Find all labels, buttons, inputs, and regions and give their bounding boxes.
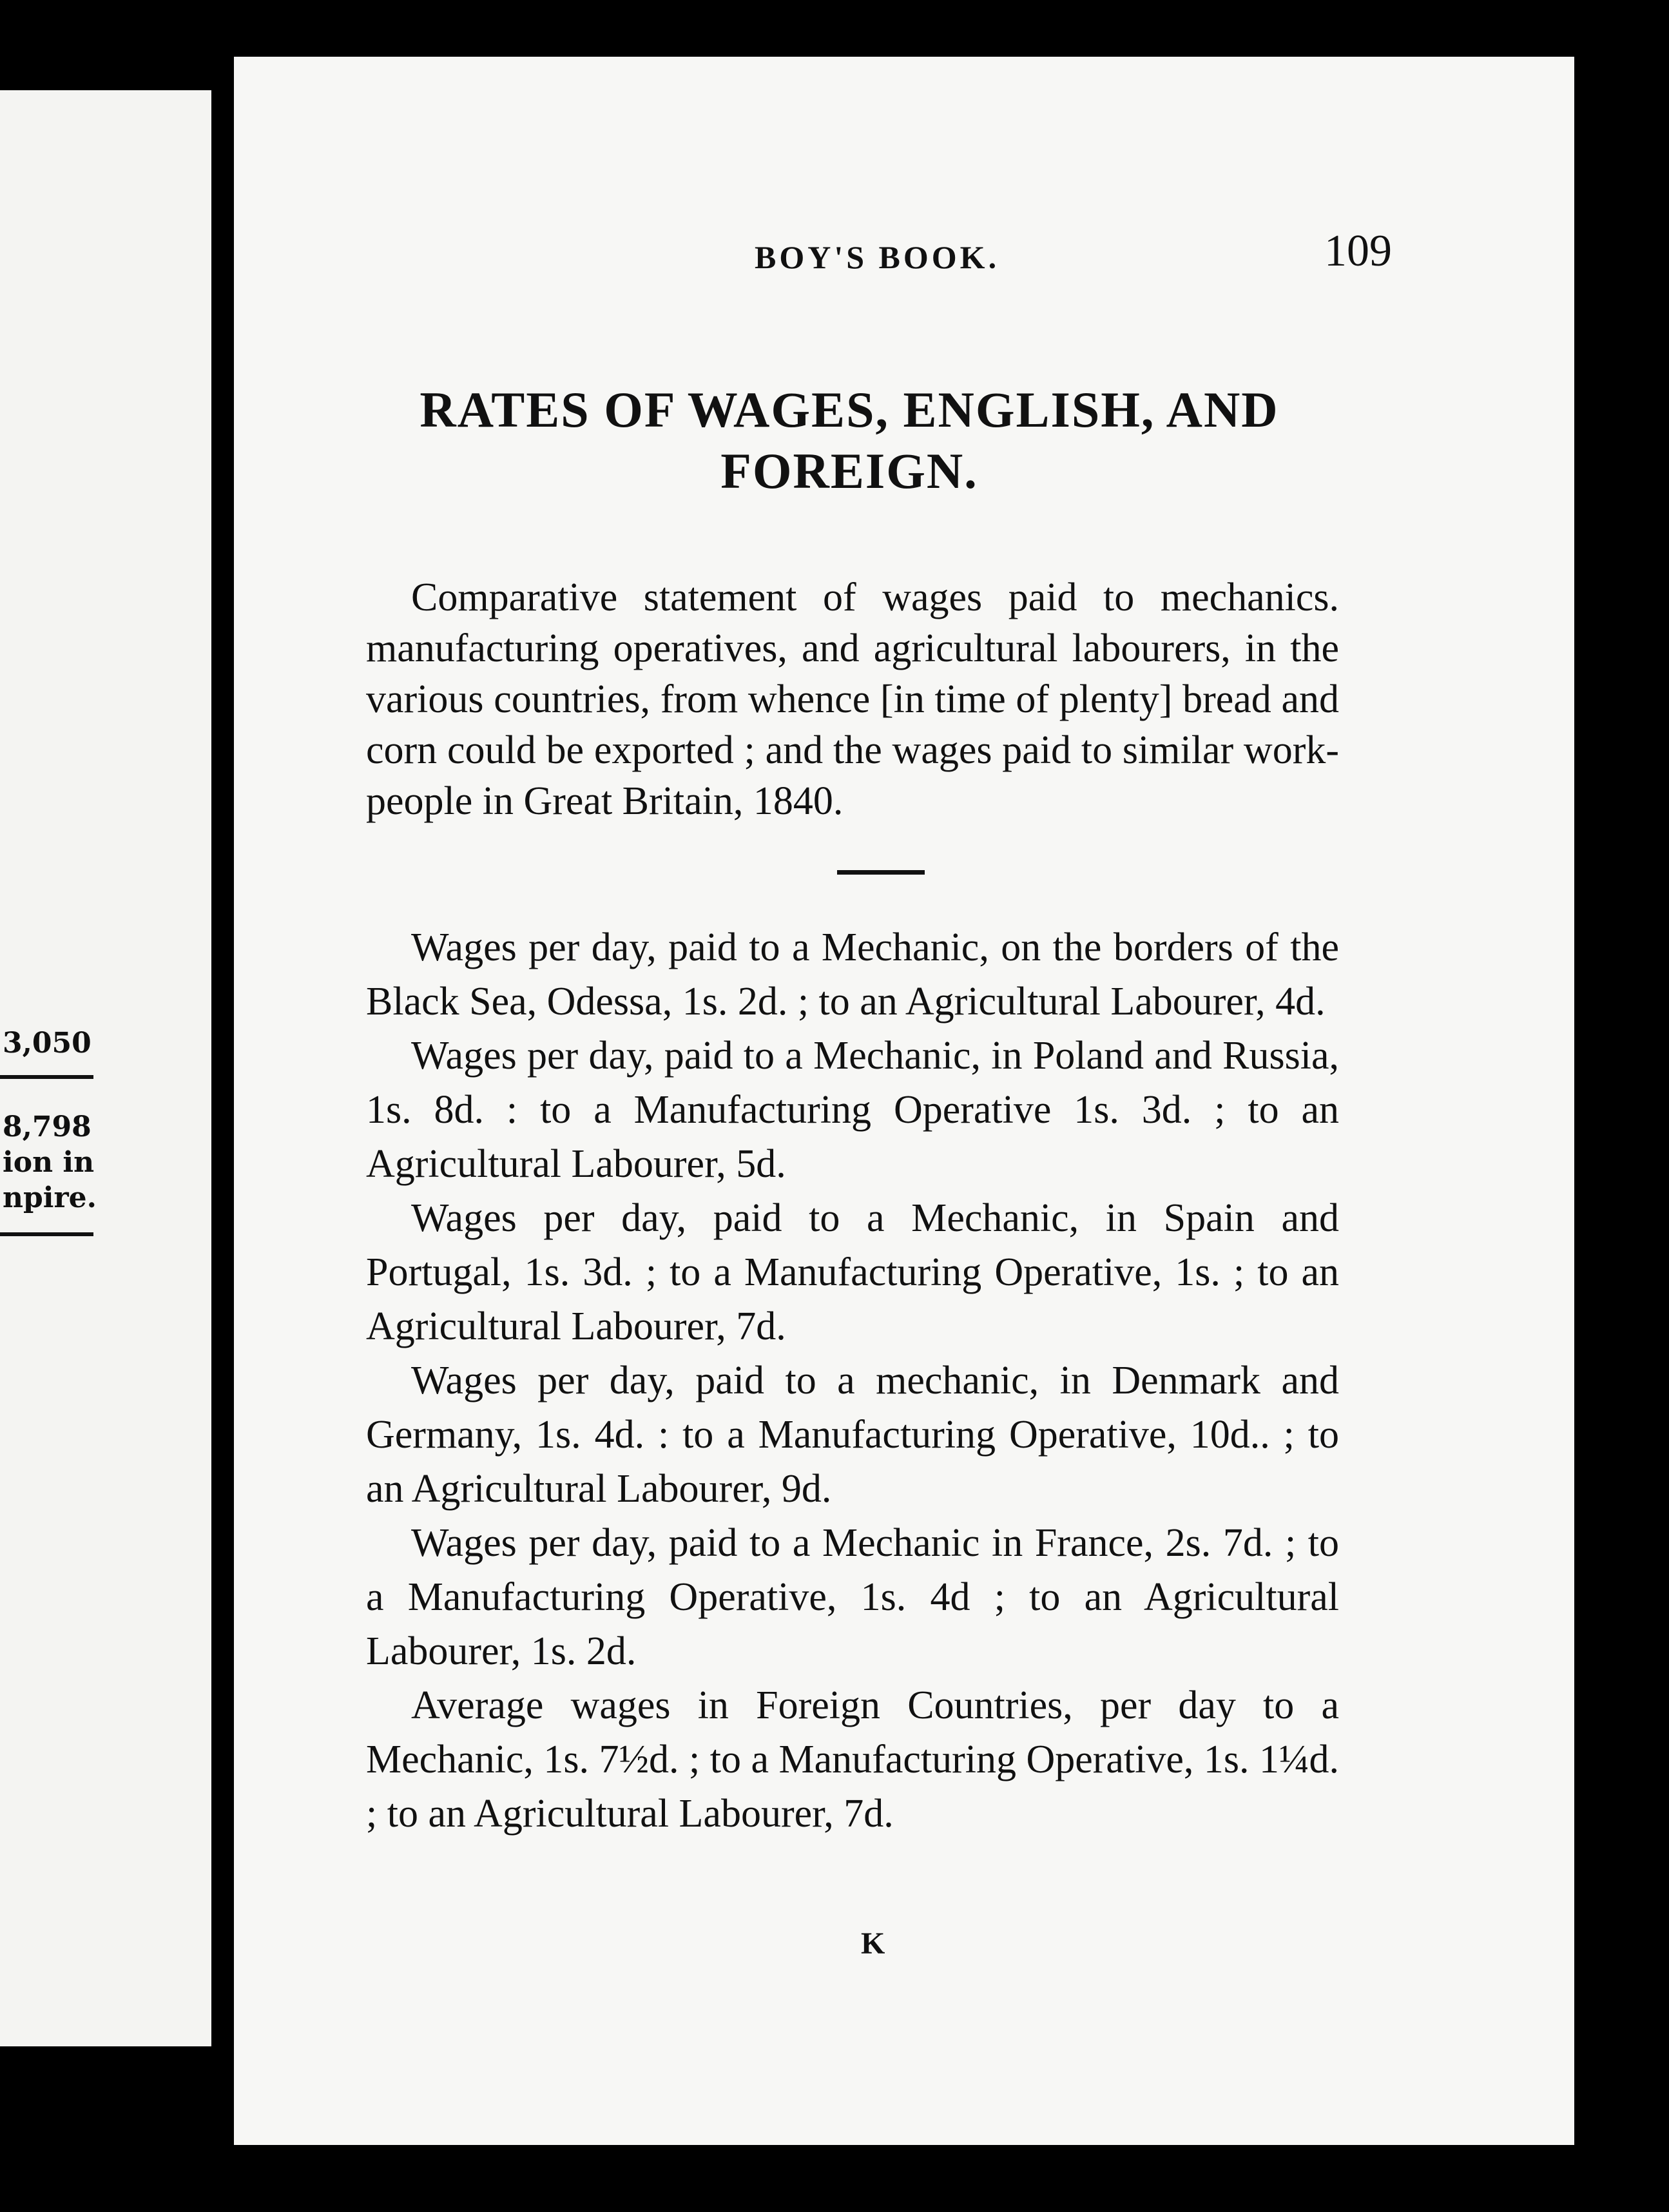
wage-paragraph-spain-portugal: Wages per day, paid to a Mechanic, in Spain and Portugal, 1s. 3d. ; to a Manufacturing Operative, 1s. ; to an Agricultural Labourer, 7d. (366, 1196, 1339, 1348)
facing-page-figure: 8,798 (3, 1111, 92, 1143)
facing-page-figure: 3,050 (3, 1027, 92, 1060)
chapter-title: RATES OF WAGES, ENGLISH, AND FOREIGN. (420, 382, 1279, 500)
facing-page-rule (0, 1232, 93, 1236)
page-number: 109 (1324, 226, 1392, 276)
facing-page-text: npire. (3, 1181, 97, 1214)
intro-text: Comparative statement of wages paid to mechanics. manufacturing operatives, and agricultural labourers, in the various countries, from whence [in time of plenty] bread and corn could be exported ; and the wages paid to similar work-people in Great Britain, 1840. (366, 576, 1339, 823)
wage-paragraph-france: Wages per day, paid to a Mechanic in France, 2s. 7d. ; to a Manufacturing Operative, 1s. 4d ; to an Agricultural Labourer, 1s. 2d. (366, 1521, 1339, 1673)
wage-paragraph-average: Average wages in Foreign Countries, per day to a Mechanic, 1s. 7½d. ; to a Manufacturing Operative, 1s. 1¼d. ; to an Agricultural Labourer, 7d. (366, 1683, 1340, 1836)
running-head: BOY'S BOOK. (755, 239, 1000, 275)
facing-page-text: ion in (3, 1146, 95, 1179)
wage-paragraph-odessa: Wages per day, paid to a Mechanic, on the borders of the Black Sea, Odessa, 1s. 2d. ; to an Agricultural Labourer, 4d. (366, 926, 1339, 1024)
book-page (234, 57, 1574, 2145)
wages-list (366, 920, 1339, 1841)
facing-page-rule (0, 1075, 93, 1079)
facing-page (0, 90, 211, 2046)
wage-paragraph-denmark-germany: Wages per day, paid to a mechanic, in Denmark and Germany, 1s. 4d. : to a Manufacturing Operative, 10d.. ; to an Agricultural Labourer, 9d. (366, 1359, 1339, 1511)
wage-paragraph-poland-russia: Wages per day, paid to a Mechanic, in Poland and Russia, 1s. 8d. : to a Manufacturing Operative 1s. 3d. ; to an Agricultural Labourer, 5d. (366, 1034, 1339, 1186)
intro-paragraph (366, 572, 1339, 827)
signature-mark: K (861, 1926, 885, 1961)
section-divider (837, 870, 925, 875)
